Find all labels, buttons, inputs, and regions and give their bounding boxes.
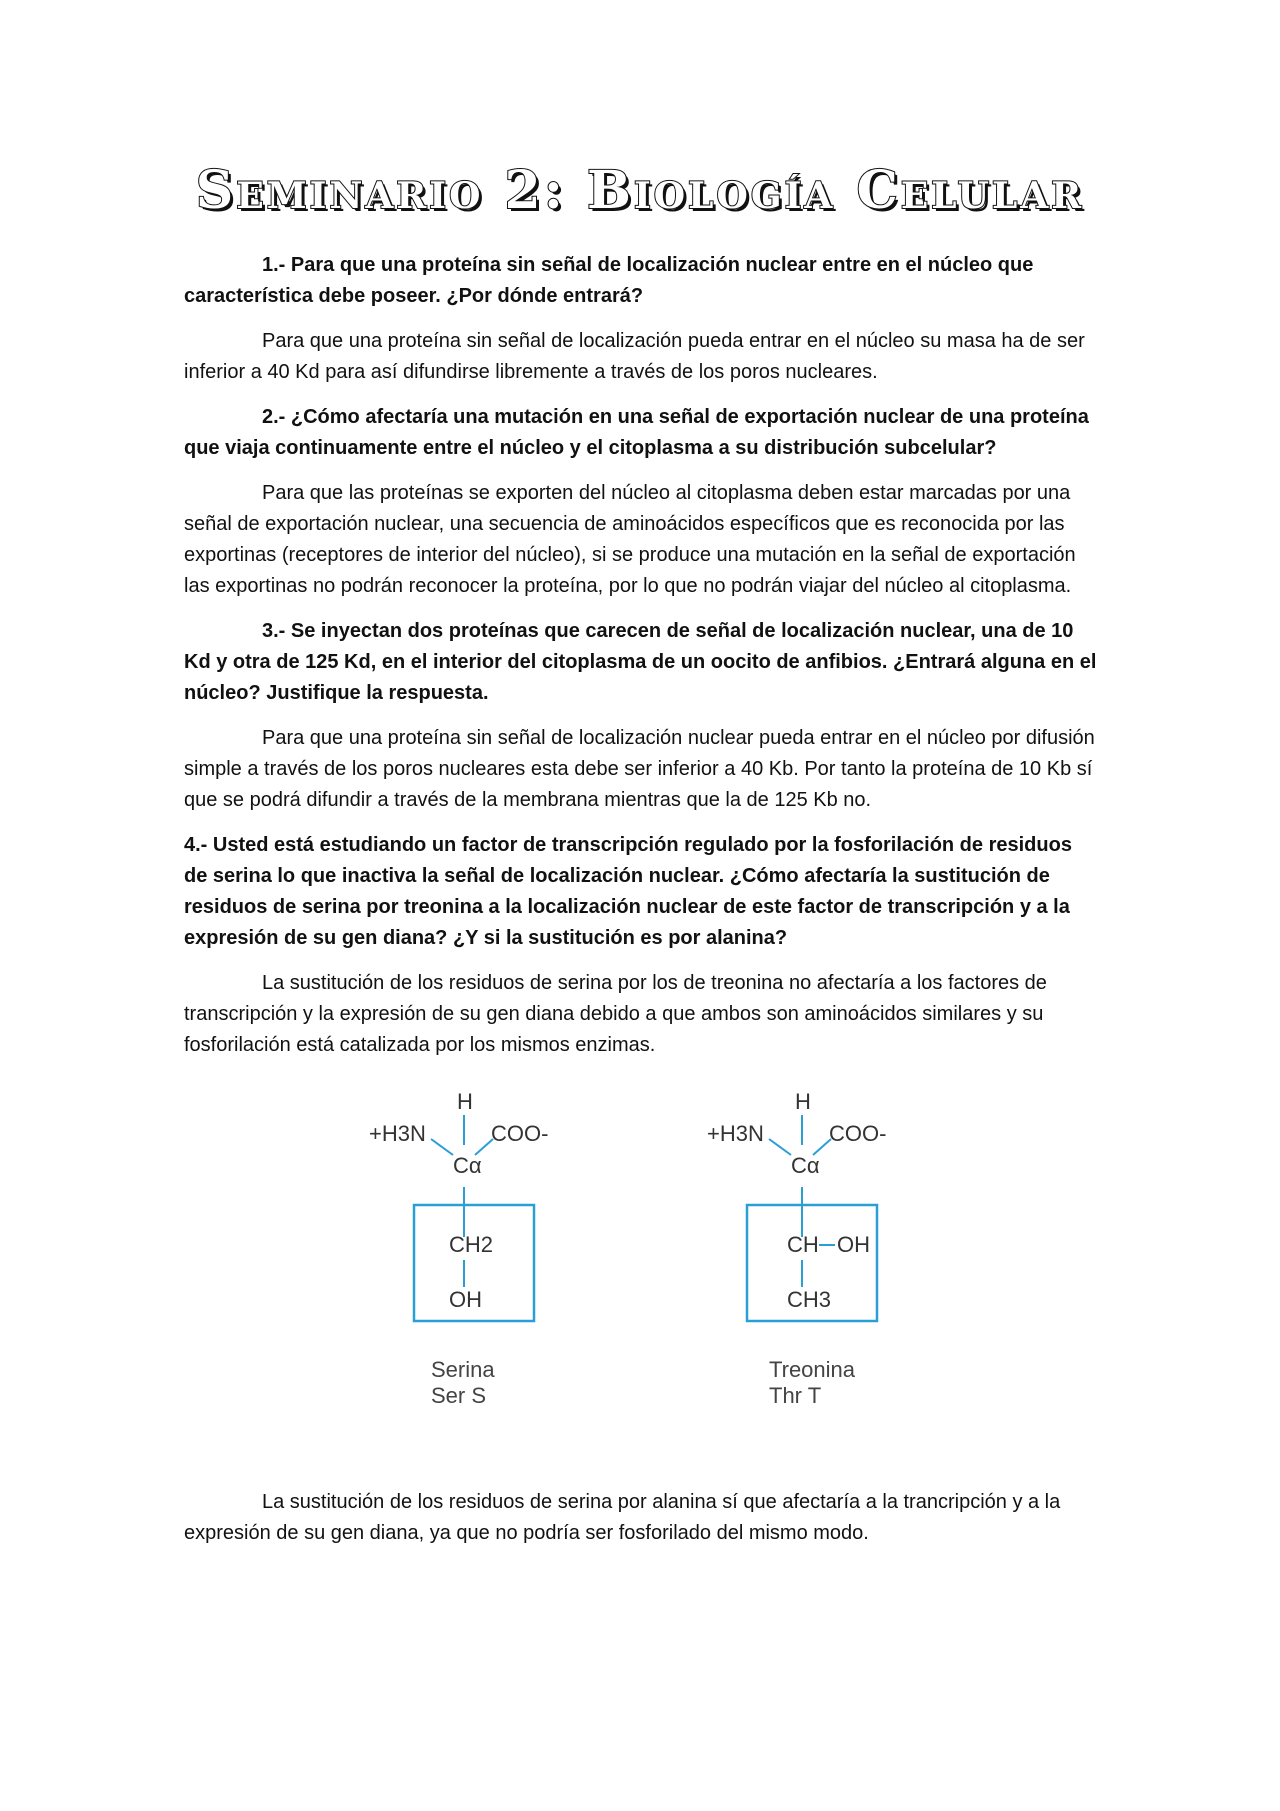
threonine-bond-n: [769, 1139, 791, 1155]
threonine-carboxyl: COO-: [829, 1121, 887, 1146]
threonine-hydrogen: H: [795, 1089, 811, 1114]
threonine-name: Treonina: [769, 1357, 856, 1382]
serine-hydrogen: H: [457, 1089, 473, 1114]
answer-1: Para que una proteína sin señal de localización pueda entrar en el núcleo su masa ha de ser inferior a 40 Kd para así difundirse libremente a través de los poros nucleares.: [184, 330, 1085, 383]
serine-amino: +H3N: [369, 1121, 426, 1146]
serine-bond-n: [431, 1139, 453, 1155]
threonine-alpha-carbon: Cα: [791, 1153, 820, 1178]
answer-2: Para que las proteínas se exporten del núcleo al citoplasma deben estar marcadas por una señal de exportación nuclear, una secuencia de aminoácidos específicos que es reconocida por las exportinas (receptores de interior del núcleo), si se produce una mutación en la señal de exportación las exportinas no podrán reconocer la proteína, por lo que no podrán viajar del núcleo al citoplasma.: [184, 482, 1076, 597]
threonine-amino: +H3N: [707, 1121, 764, 1146]
question-4: 4.- Usted está estudiando un factor de transcripción regulado por la fosforilación de residuos de serina lo que inactiva la señal de localización nuclear. ¿Cómo afectaría la sustitución de residuos de serina por treonina a la localización nuclear de este factor de transcripción y a la expresión de su gen diana? ¿Y si la sustitución es por alanina?: [184, 834, 1072, 949]
serine-name: Serina: [431, 1357, 495, 1382]
question-3: 3.- Se inyectan dos proteínas que carecen de señal de localización nuclear, una de 10 Kd y otra de 125 Kd, en el interior del citoplasma de un oocito de anfibios. ¿Entrará alguna en el núcleo? Justifique la respuesta.: [184, 620, 1097, 704]
serine-abbrev: Ser S: [431, 1383, 487, 1408]
serine-carboxyl: COO-: [491, 1121, 549, 1146]
answer-3: Para que una proteína sin señal de localización nuclear pueda entrar en el núcleo por difusión simple a través de los poros nucleares esta debe ser inferior a 40 Kb. Por tanto la proteína de 10 Kb sí que se podrá difundir a través de la membrana mientras que la de 125 Kb no.: [184, 727, 1095, 811]
serine-structure: [369, 1087, 589, 1447]
amino-acid-figure: [184, 1087, 1098, 1477]
answer-4-threonine: La sustitución de los residuos de serina por los de treonina no afectaría a los factores de transcripción y la expresión de su gen diana debido a que ambos son aminoácidos similares y su fosforilación está catalizada por los mismos enzimas.: [184, 972, 1047, 1056]
threonine-ch: CH: [787, 1232, 819, 1257]
threonine-abbrev: Thr T: [769, 1383, 822, 1408]
threonine-diagram: [707, 1087, 927, 1447]
serine-alpha-carbon: Cα: [453, 1153, 482, 1178]
answer-4-alanine: La sustitución de los residuos de serina por alanina sí que afectaría a la trancripción y a la expresión de su gen diana, ya que no podría ser fosforilado del mismo modo.: [184, 1491, 1061, 1544]
serine-ch2: CH2: [449, 1232, 494, 1257]
question-2: 2.- ¿Cómo afectaría una mutación en una señal de exportación nuclear de una proteína que viaja continuamente entre el núcleo y el citoplasma a su distribución subcelular?: [184, 406, 1089, 459]
document-body: [184, 250, 1098, 1563]
page-title: Seminario 2: Biología Celular: [195, 160, 1085, 221]
serine-diagram: [369, 1087, 589, 1447]
threonine-structure: [707, 1087, 927, 1447]
threonine-ch3: CH3: [787, 1287, 832, 1312]
threonine-oh: OH: [837, 1232, 870, 1257]
serine-oh: OH: [449, 1287, 482, 1312]
question-1: 1.- Para que una proteína sin señal de localización nuclear entre en el núcleo que característica debe poseer. ¿Por dónde entrará?: [184, 254, 1034, 307]
